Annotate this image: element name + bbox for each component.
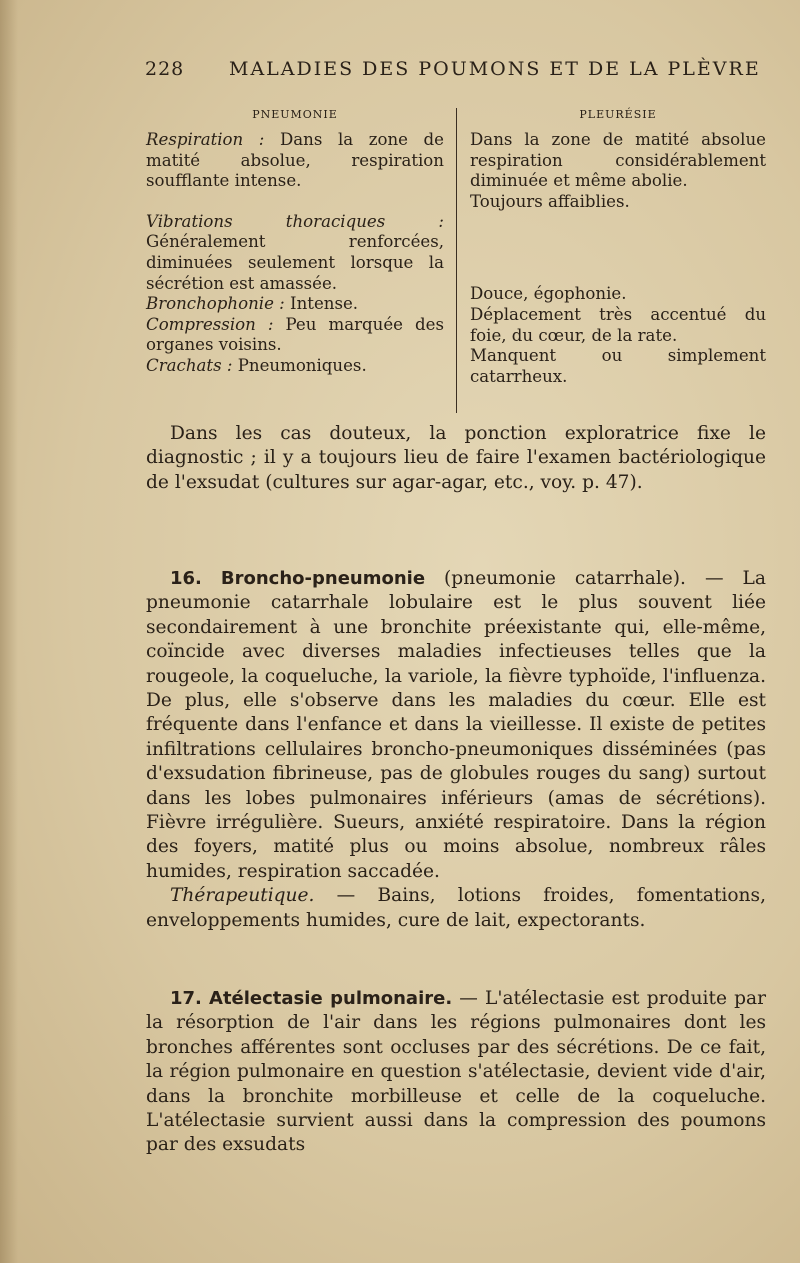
entry-label: Bronchophonie : xyxy=(146,294,285,314)
running-header xyxy=(145,58,785,88)
therapeutique-paragraph xyxy=(146,884,766,933)
entry-respiration xyxy=(146,130,444,192)
section-number: 16. xyxy=(170,568,202,589)
page-number: 228 xyxy=(145,58,185,80)
entry-bronchophonie: Douce, égophonie. xyxy=(470,284,627,304)
section-title: Broncho-pneumonie xyxy=(220,568,426,589)
entry-label: Crachats : xyxy=(146,355,233,375)
column-heading-pleuresie: PLEURÉSIE xyxy=(579,108,657,121)
entry-bronchophonie xyxy=(146,294,444,315)
comparison-column-pneumonie xyxy=(146,108,444,377)
section-atelectasie xyxy=(146,987,766,1158)
section-text: — L'atélectasie est produite par la résorption de l'air dans les régions pulmonaires dont les bronches afférentes sont occluses par des sécrétions. De ce fait, la région pulmonaire en question s'atélectasie, devient vide d'air, dans la bronchite morbilleuse et celle de la coqueluche. L'atélectasie survient aussi dans la compression des poumons par des exsudats xyxy=(146,988,766,1156)
entry-text: Dans la zone de matité absolue, respiration soufflante intense. xyxy=(146,130,444,191)
entry-respiration: Dans la zone de matité absolue respiration considérablement diminuée et même abolie. xyxy=(470,130,766,191)
entry-label: Vibrations thoraciques : xyxy=(146,211,444,231)
section-title: Atélectasie pulmonaire. xyxy=(209,988,453,1009)
therapeutique-text: — Bains, lotions froides, fomentations, enveloppements humides, cure de lait, expectorants. xyxy=(146,885,766,931)
section-number: 17. xyxy=(170,988,202,1009)
entry-crachats: Manquent ou simplement catarrheux. xyxy=(470,346,766,386)
entry-compression: Déplacement très accentué du foie, du cœur, de la rate. xyxy=(470,304,766,345)
entry-vibrations: Toujours affaiblies. xyxy=(470,191,630,211)
column-heading-pneumonie: PNEUMONIE xyxy=(252,108,338,121)
entry-crachats xyxy=(146,356,444,377)
entry-label: Compression : xyxy=(146,314,274,334)
entry-compression xyxy=(146,315,444,356)
paragraph-diagnostic xyxy=(146,422,766,495)
section-paragraph xyxy=(146,567,766,884)
entry-text: Intense. xyxy=(284,294,359,314)
page-binding-shadow xyxy=(0,0,18,1263)
paragraph-text: Dans les cas douteux, la ponction exploratrice fixe le diagnostic ; il y a toujours lieu de faire l'examen bactériologique de l'exsudat (cultures sur agar-agar, etc., voy. p. 47). xyxy=(146,423,766,493)
entry-text: Généralement renforcées, diminuées seulement lorsque la sécrétion est amassée. xyxy=(146,232,444,293)
entry-text: Peu marquée des organes voisins. xyxy=(146,314,444,355)
entry-label: Respiration : xyxy=(146,130,265,149)
column-divider xyxy=(456,108,457,413)
section-broncho-pneumonie xyxy=(146,567,766,933)
comparison-column-pleuresie xyxy=(470,108,766,387)
entry-vibrations xyxy=(146,212,444,294)
entry-text: Pneumoniques. xyxy=(232,355,367,375)
section-text: (pneumonie catarrhale). — La pneumonie catarrhale lobulaire est le plus souvent liée secondairement à une bronchite préexistante qui, elle-même, coïncide avec diverses maladies infectieuses telles que la rougeole, la coqueluche, la variole, la fièvre typhoïde, l'influenza. De plus, elle s'observe dans les maladies du cœur. Elle est fréquente dans l'enfance et dans la vieillesse. Il existe de petites infiltrations cellulaires broncho-pneumoniques disséminées (pas d'exsudation fibrineuse, pas de globules rouges du sang) surtout dans les lobes pulmonaires inférieurs (amas de sécrétions). Fièvre irrégulière. Sueurs, anxiété respiratoire. Dans la région des foyers, matité plus ou moins absolue, nombreux râles humides, respiration saccadée. xyxy=(146,568,766,882)
section-paragraph xyxy=(146,987,766,1158)
running-title: MALADIES DES POUMONS ET DE LA PLÈVRE xyxy=(229,58,761,80)
therapeutique-label: Thérapeutique. xyxy=(170,885,315,907)
